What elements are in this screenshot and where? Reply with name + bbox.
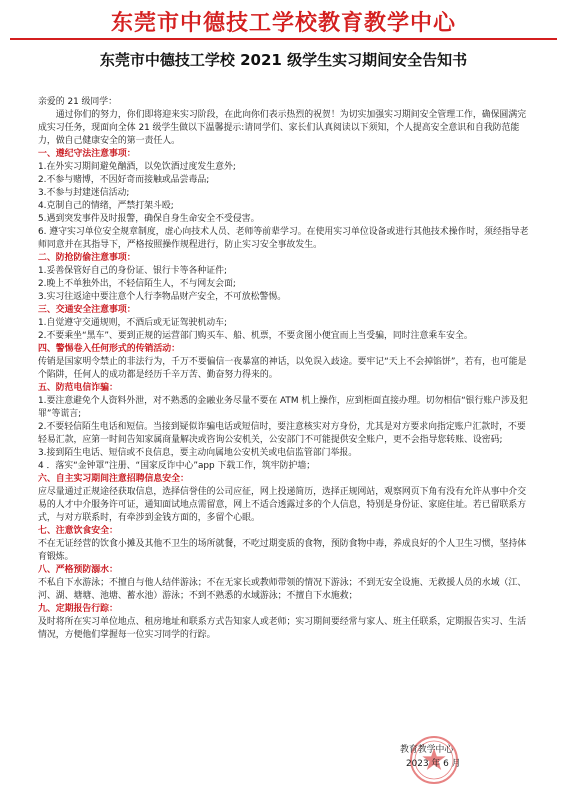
section-item: 1.在外实习期间避免酗酒，以免饮酒过度发生意外; (38, 162, 236, 172)
section-item: 传销是国家明令禁止的非法行为，千万不要偏信一夜暴富的神话，以免误入歧途。要牢记“天上不会掉馅饼”，若有，也可能是个陷阱，任何人的成功都是经历千辛万苦、勤奋努力得来的。 (38, 357, 527, 380)
section-item: 不在无证经营的饮食小摊及其他不卫生的场所就餐，不吃过期变质的食物，预防食物中毒，养成良好的个人卫生习惯，坚持体育锻炼。 (38, 539, 527, 562)
section-item: 1.妥善保管好自己的身份证、银行卡等各种证件; (38, 266, 227, 276)
section-heading: 一、遵纪守法注意事项： (38, 149, 136, 159)
section-item: 应尽量通过正规途径获取信息，选择信誉佳的公司应征，网上投递简历，选择正规网站，观察网页下角有没有允许从事中介交易的人才中介服务许可证，通知面试地点需留意，网上不适合透露过多的个人信息，特别是身份证、家庭住址。若已留联系方式，与对方联系时，有牵涉到金钱方面的，多留个心眼。 (38, 487, 527, 523)
section-item: 6. 遵守实习单位安全规章制度，虚心向技术人员、老师等前辈学习。在使用实习单位设备或进行其他技术操作时，须经指导老师同意并在其指导下，严格按照操作规程进行，防止实习安全事故发生。 (38, 227, 529, 250)
section-heading: 三、交通安全注意事项： (38, 305, 136, 315)
section-item: 3.不参与封建迷信活动; (38, 188, 130, 198)
section-heading: 二、防抢防偷注意事项： (38, 253, 136, 263)
section-heading: 六、自主实习期间注意招聘信息安全： (38, 474, 189, 484)
section-item: 3.接到陌生电话、短信或不良信息，要主动向属地公安机关或电信监管部门举报。 (38, 448, 358, 458)
section-item: 4 ．落实“金钟罩”注册、“国家反诈中心”app 下载工作，筑牢防护墙； (38, 461, 316, 471)
section-heading: 四、警惕卷入任何形式的传销活动： (38, 344, 180, 354)
greeting: 亲爱的 21 级同学： (38, 97, 118, 107)
signature-block (398, 744, 518, 784)
signature-org: 教育教学中心 (400, 745, 454, 755)
section-heading: 五、防范电信诈骗： (38, 383, 118, 393)
section-item: 3.实习往返途中要注意个人行李物品财产安全，不可放松警惕。 (38, 292, 287, 302)
section-item: 4.克制自己的情绪，严禁打架斗殴; (38, 201, 174, 211)
section-item: 2.不要轻信陌生电话和短信。当接到疑似诈骗电话或短信时，要注意核实对方身份，尤其是对方要求向指定账户汇款时，不要轻易汇款，应第一时间告知家属商量解决或咨询公安机关，公安部门不可能提供安全账户，更不会指导您转账、设密码; (38, 422, 526, 445)
letterhead-title: 东莞市中德技工学校教育教学中心 (110, 11, 456, 36)
letterhead (0, 0, 567, 46)
section-item: 2.晚上不单独外出，不轻信陌生人，不与网友会面; (38, 279, 236, 289)
section-item: 及时将所在实习单位地点、租房地址和联系方式告知家人或老师；实习期间要经常与家人、班主任联系，定期报告实习、生活情况，方便他们掌握每一位实习同学的行踪。 (38, 617, 527, 640)
section-heading: 七、注意饮食安全： (38, 526, 118, 536)
section-heading: 九、定期报告行踪： (38, 604, 118, 614)
section-heading: 八、严格预防溺水： (38, 565, 118, 575)
letterhead-rule (10, 38, 557, 40)
section-item: 5.遇到突发事件及时报警，确保自身生命安全不受侵害。 (38, 214, 260, 224)
sections-list (38, 148, 531, 642)
document-body (38, 96, 531, 642)
section-item: 1.自觉遵守交通规则，不酒后或无证驾驶机动车; (38, 318, 227, 328)
intro-paragraph: 通过你们的努力，你们即将迎来实习阶段，在此向你们表示热烈的祝贺！为切实加强实习期间安全管理工作，确保圆满完成实习任务，现面向全体 21 级学生做以下温馨提示:请同学们、家长们认真阅读以下须知，个人提高安全意识和自我防范能力，做自己健康安全的第一责任人。 (38, 110, 527, 146)
section-item: 2.不参与赌博，不因好奇而接触或品尝毒品; (38, 175, 210, 185)
section-item: 1.要注意避免个人资料外泄，对不熟悉的金融业务尽量不要在 ATM 机上操作，应到柜面直接办理。切勿相信“银行账户涉及犯罪”等谎言; (38, 396, 528, 419)
signature-date: 2023 年 6 月 (406, 759, 461, 769)
section-item: 不私自下水游泳；不擅自与他人结伴游泳；不在无家长或教师带领的情况下游泳；不到无安全设施、无救援人员的水域（江、河、湖、塘塘、池塘、蓄水池）游泳；不到不熟悉的水域游泳；不擅自下水施救； (38, 578, 527, 601)
document-title: 东莞市中德技工学校 2021 级学生实习期间安全告知书 (99, 51, 468, 69)
section-item: 2.不要乘坐“黑车”、要到正规的运营部门购买车、船、机票，不要贪图小便宜而上当受骗，同时注意乘车安全。 (38, 331, 473, 341)
